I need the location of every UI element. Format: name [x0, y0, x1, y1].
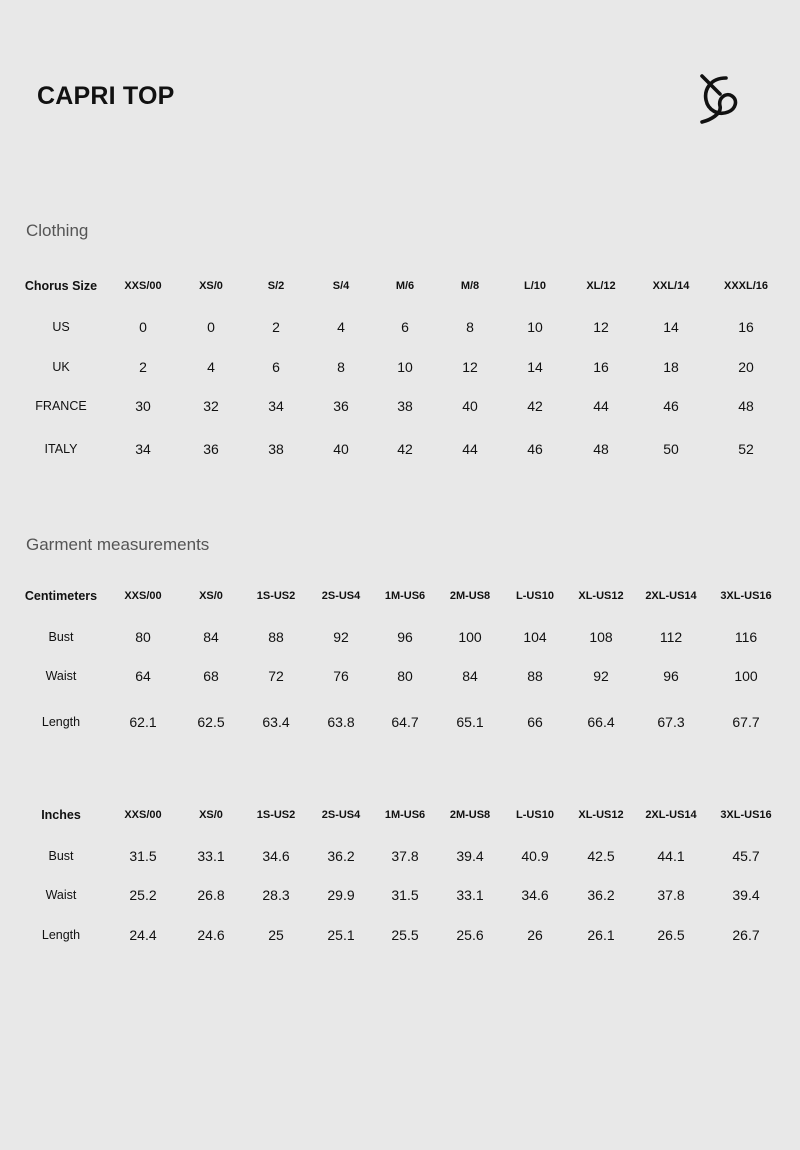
table-cell: 84	[462, 668, 478, 684]
table-unit-header: Centimeters	[24, 589, 98, 603]
table-cell: 25.5	[391, 927, 419, 943]
table-cell: 52	[738, 441, 754, 457]
table-cell: 38	[397, 398, 413, 414]
table-cell: 26.8	[197, 887, 225, 903]
table-cell: 116	[734, 629, 758, 645]
table-unit-header: Chorus Size	[24, 279, 98, 293]
table-cell: 45.7	[732, 848, 760, 864]
size-header-cell: 2S-US4	[321, 809, 361, 821]
size-header-cell: XXS/00	[124, 280, 162, 292]
row-label: Length	[41, 715, 81, 729]
table-cell: 42.5	[587, 848, 615, 864]
table-cell: 80	[397, 668, 413, 684]
size-header-cell: 2XL-US14	[645, 809, 697, 821]
table-cell: 100	[734, 668, 758, 684]
table-row	[0, 357, 800, 377]
table-cell: 36.2	[327, 848, 355, 864]
table-cell: 26.1	[587, 927, 615, 943]
table-cell: 96	[397, 629, 413, 645]
table-cell: 112	[659, 629, 683, 645]
table-cell: 39.4	[732, 887, 760, 903]
table-cell: 40	[333, 441, 349, 457]
table-cell: 34	[135, 441, 151, 457]
table-cell: 4	[337, 319, 345, 335]
table-cell: 40.9	[521, 848, 549, 864]
table-cell: 4	[207, 359, 215, 375]
table-cell: 16	[738, 319, 754, 335]
table-cell: 30	[135, 398, 151, 414]
table-cell: 6	[272, 359, 280, 375]
table-cell: 46	[527, 441, 543, 457]
table-cell: 34.6	[262, 848, 290, 864]
row-label: UK	[52, 360, 70, 374]
table-cell: 72	[268, 668, 284, 684]
table-cell: 25	[268, 927, 284, 943]
table-cell: 67.3	[657, 714, 685, 730]
table-cell: 29.9	[327, 887, 355, 903]
row-label: Bust	[48, 630, 74, 644]
table-cell: 44.1	[657, 848, 685, 864]
table-cell: 40	[462, 398, 478, 414]
table-row	[0, 627, 800, 647]
size-header-cell: 1S-US2	[256, 809, 296, 821]
size-header-cell: 2S-US4	[321, 590, 361, 602]
size-header-cell: 1M-US6	[384, 809, 426, 821]
table-cell: 63.8	[327, 714, 355, 730]
table-cell: 2	[139, 359, 147, 375]
table-cell: 38	[268, 441, 284, 457]
size-header-cell: M/8	[460, 280, 480, 292]
table-row	[0, 666, 800, 686]
table-cell: 8	[337, 359, 345, 375]
table-row	[0, 439, 800, 459]
size-header-cell: 2M-US8	[449, 590, 491, 602]
table-cell: 62.5	[197, 714, 225, 730]
table-cell: 37.8	[657, 887, 685, 903]
row-label: US	[52, 320, 70, 334]
size-header-cell: 1S-US2	[256, 590, 296, 602]
table-cell: 10	[527, 319, 543, 335]
table-cell: 88	[268, 629, 284, 645]
table-cell: 64	[135, 668, 151, 684]
table-cell: 48	[738, 398, 754, 414]
size-header-cell: XXS/00	[124, 809, 162, 821]
table-row	[0, 396, 800, 416]
table-cell: 62.1	[129, 714, 157, 730]
table-cell: 108	[589, 629, 613, 645]
size-header-cell: XL/12	[586, 280, 616, 292]
table-cell: 34.6	[521, 887, 549, 903]
chorus-logo-icon	[696, 72, 744, 124]
size-header-cell: S/4	[332, 280, 350, 292]
size-header-cell: 3XL-US16	[720, 809, 772, 821]
size-header-cell: L-US10	[516, 590, 554, 602]
table-cell: 84	[203, 629, 219, 645]
row-label: Bust	[48, 849, 74, 863]
size-header-cell: XL-US12	[578, 590, 624, 602]
table-cell: 48	[593, 441, 609, 457]
size-header-cell: XXS/00	[124, 590, 162, 602]
table-cell: 67.7	[732, 714, 760, 730]
table-cell: 8	[466, 319, 474, 335]
size-header-cell: L-US10	[516, 809, 554, 821]
page-title: CAPRI TOP	[37, 82, 175, 110]
table-cell: 31.5	[391, 887, 419, 903]
size-header-cell: 2M-US8	[449, 809, 491, 821]
table-cell: 12	[593, 319, 609, 335]
table-row	[0, 925, 800, 945]
table-cell: 46	[663, 398, 679, 414]
row-label: FRANCE	[35, 399, 87, 413]
table-cell: 39.4	[456, 848, 484, 864]
table-cell: 100	[458, 629, 482, 645]
table-cell: 25.1	[327, 927, 355, 943]
table-row	[0, 712, 800, 732]
table-cell: 0	[139, 319, 147, 335]
table-cell: 32	[203, 398, 219, 414]
size-header-cell: XS/0	[199, 590, 223, 602]
row-label: Waist	[45, 888, 77, 902]
table-cell: 26	[527, 927, 543, 943]
table-cell: 37.8	[391, 848, 419, 864]
size-header-cell: XXXL/16	[723, 280, 769, 292]
table-cell: 68	[203, 668, 219, 684]
table-cell: 33.1	[456, 887, 484, 903]
table-cell: 18	[663, 359, 679, 375]
table-cell: 65.1	[456, 714, 484, 730]
table-cell: 92	[333, 629, 349, 645]
table-cell: 66.4	[587, 714, 615, 730]
size-header-cell: XL-US12	[578, 809, 624, 821]
table-cell: 0	[207, 319, 215, 335]
table-cell: 24.4	[129, 927, 157, 943]
table-cell: 36.2	[587, 887, 615, 903]
table-cell: 26.7	[732, 927, 760, 943]
table-cell: 50	[663, 441, 679, 457]
table-cell: 96	[663, 668, 679, 684]
table-cell: 25.6	[456, 927, 484, 943]
size-header-cell: L/10	[523, 280, 546, 292]
table-cell: 63.4	[262, 714, 290, 730]
table-header-row	[0, 276, 800, 296]
table-cell: 25.2	[129, 887, 157, 903]
table-header-row	[0, 586, 800, 606]
size-header-cell: 2XL-US14	[645, 590, 697, 602]
size-header-cell: 1M-US6	[384, 590, 426, 602]
table-cell: 104	[523, 629, 547, 645]
table-cell: 42	[527, 398, 543, 414]
table-cell: 14	[663, 319, 679, 335]
table-cell: 20	[738, 359, 754, 375]
table-cell: 36	[333, 398, 349, 414]
table-row	[0, 885, 800, 905]
table-cell: 44	[593, 398, 609, 414]
table-cell: 36	[203, 441, 219, 457]
table-header-row	[0, 805, 800, 825]
table-cell: 14	[527, 359, 543, 375]
clothing-section-label: Clothing	[26, 221, 89, 240]
table-unit-header: Inches	[41, 808, 81, 822]
table-cell: 76	[333, 668, 349, 684]
table-cell: 66	[527, 714, 543, 730]
table-cell: 64.7	[391, 714, 419, 730]
table-cell: 31.5	[129, 848, 157, 864]
size-header-cell: XS/0	[199, 280, 223, 292]
row-label: ITALY	[44, 442, 78, 456]
table-cell: 6	[401, 319, 409, 335]
table-cell: 16	[593, 359, 609, 375]
table-cell: 88	[527, 668, 543, 684]
row-label: Length	[41, 928, 81, 942]
size-header-cell: XXL/14	[652, 280, 690, 292]
table-cell: 92	[593, 668, 609, 684]
table-cell: 10	[397, 359, 413, 375]
size-header-cell: XS/0	[199, 809, 223, 821]
table-cell: 12	[462, 359, 478, 375]
table-row	[0, 317, 800, 337]
row-label: Waist	[45, 669, 77, 683]
table-cell: 44	[462, 441, 478, 457]
table-cell: 80	[135, 629, 151, 645]
size-header-cell: 3XL-US16	[720, 590, 772, 602]
table-row	[0, 846, 800, 866]
size-header-cell: M/6	[395, 280, 415, 292]
table-cell: 2	[272, 319, 280, 335]
table-cell: 28.3	[262, 887, 290, 903]
garment-section-label: Garment measurements	[26, 535, 210, 554]
table-cell: 42	[397, 441, 413, 457]
size-header-cell: S/2	[267, 280, 285, 292]
table-cell: 34	[268, 398, 284, 414]
table-cell: 33.1	[197, 848, 225, 864]
table-cell: 24.6	[197, 927, 225, 943]
table-cell: 26.5	[657, 927, 685, 943]
